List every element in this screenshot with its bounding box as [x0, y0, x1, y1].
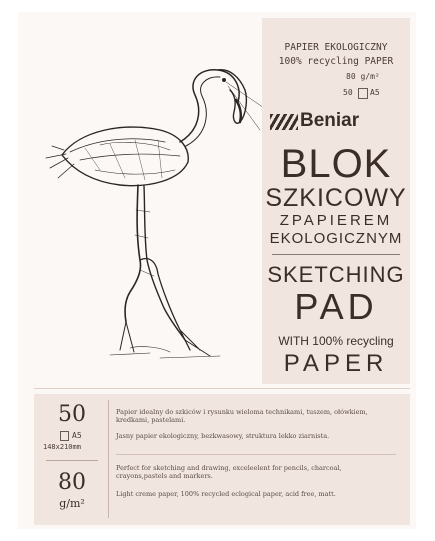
format-label: A5	[72, 431, 82, 440]
brand-logo: Beniar	[300, 110, 360, 131]
pl-description-2: Jasny papier ekologiczny, bezkwasowy, struktura lekko ziarnista.	[116, 432, 330, 440]
grammage-value: 80	[58, 470, 86, 495]
grammage-unit: g/m²	[59, 497, 85, 510]
vertical-divider	[108, 400, 109, 518]
sheet-count: 50	[58, 402, 86, 427]
pl-title-blok: BLOK	[280, 142, 392, 186]
eco-paper-label: PAPIER EKOLOGICZNY	[284, 42, 388, 53]
pl-title-zpapierem: ZPAPIEREM	[279, 212, 393, 229]
en-description-1: Perfect for sketching and drawing, exceleelent for pencils, charcoal, crayons,pastels and markers.	[116, 464, 342, 480]
en-description-2: Light creme paper, 100% recycled eclogical paper, acid free, matt.	[116, 490, 336, 498]
brand-logo-stripes	[270, 114, 298, 130]
title-divider	[272, 254, 400, 255]
en-title-pad: PAD	[294, 286, 378, 327]
weight-label: 80 g/m²	[346, 72, 380, 81]
info-divider	[46, 460, 98, 461]
pl-title-ekologicznym: EKOLOGICZNYM	[269, 230, 403, 247]
size-label: A5	[370, 88, 380, 97]
en-title-paper: PAPER	[283, 350, 389, 377]
sheets-icon-small	[60, 431, 69, 441]
dimensions-label: 148x210mm	[43, 443, 81, 451]
flamingo-sketch-illustration	[40, 60, 270, 370]
pl-description-1: Papier idealny do szkiców i rysunku wieloma technikami, tuszem, ołówkiem, kredkami, pastelami.	[116, 408, 368, 424]
pl-title-szkicowy: SZKICOWY	[265, 184, 407, 212]
recycling-label: 100% recycling PAPER	[278, 56, 394, 67]
band-divider	[34, 388, 410, 389]
sheets-icon	[358, 88, 368, 99]
sheet-count-label: 50	[343, 88, 353, 97]
desc-divider	[116, 454, 396, 455]
en-title-with-recycling: WITH 100% recycling	[278, 334, 394, 348]
en-title-sketching: SKETCHING	[267, 262, 405, 287]
